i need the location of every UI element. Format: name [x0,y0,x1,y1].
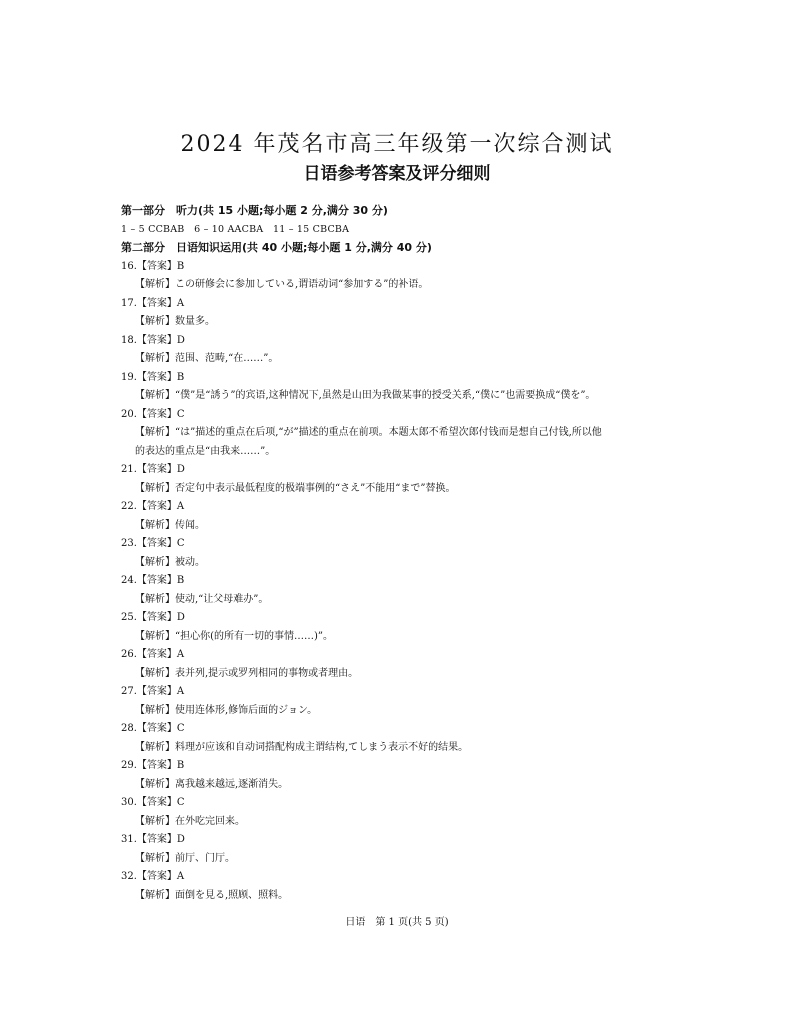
explanation-22: 【解析】传闻。 [135,519,205,531]
part1-heading: 第一部分 听力(共 15 小题;每小题 2 分,满分 30 分) [121,204,388,217]
explanation-31: 【解析】前厅、门厅。 [135,852,235,864]
explanation-18: 【解析】范围、范畴,“在……”。 [135,353,279,364]
explanation-30: 【解析】在外吃完回来。 [135,815,245,827]
explanation-17: 【解析】数量多。 [135,316,215,327]
explanation-27: 【解析】使用连体形,修饰后面的ジョン。 [135,704,318,716]
answer-20: 20.【答案】C [121,408,185,420]
explanation-25: 【解析】“担心你(的所有一切的事情……)”。 [135,630,334,642]
document-subtitle: 日语参考答案及评分细则 [303,164,491,184]
answer-32: 32.【答案】A [121,871,185,882]
explanation-26: 【解析】表并列,提示或罗列相同的事物或者理由。 [135,667,359,679]
answer-31: 31.【答案】D [121,834,185,845]
answer-27: 27.【答案】A [121,686,185,697]
explanation-19: 【解析】“僕”是“誘う”的宾语,这种情况下,虽然是山田为我做某事的授受关系,“僕に”也需要换成“僕を”。 [135,390,596,401]
answer-25: 25.【答案】D [121,612,185,623]
explanation-20-continued: 的表达的重点是“由我来……”。 [135,445,276,457]
part1-answers: 1 – 5 CCBAB 6 – 10 AACBA 11 – 15 CBCBA [121,223,350,235]
answer-29: 29.【答案】B [121,760,185,771]
document-title: 2024 年茂名市高三年级第一次综合测试 [180,132,614,157]
answer-22: 22.【答案】A [121,501,185,512]
page-footer: 日语 第 1 页(共 5 页) [345,917,449,928]
explanation-20: 【解析】“は”描述的重点在后项,“が”描述的重点在前项。本题太郎不希望次郎付钱而是想自己付钱,所以他 [135,427,602,438]
explanation-21: 【解析】否定句中表示最低程度的极端事例的“さえ”不能用“まで”替换。 [135,482,456,494]
explanation-28: 【解析】料理が应该和自动词搭配构成主谓结构,てしまう表示不好的结果。 [135,741,469,753]
explanation-23: 【解析】被动。 [135,556,205,568]
answer-26: 26.【答案】A [121,649,185,660]
document-body [121,202,681,905]
answer-18: 18.【答案】D [121,334,185,346]
answer-19: 19.【答案】B [121,371,185,383]
answer-23: 23.【答案】C [121,538,185,549]
explanation-32: 【解析】面倒を見る,照顾、照料。 [135,889,289,901]
explanation-24: 【解析】使动,“让父母难办”。 [135,593,269,605]
answer-21: 21.【答案】D [121,464,185,475]
explanation-16: 【解析】この研修会に参加している,谓语动词“参加する”的补语。 [135,279,429,290]
answer-17: 17.【答案】A [121,297,185,309]
answer-24: 24.【答案】B [121,575,185,586]
explanation-29: 【解析】离我越来越远,逐渐消失。 [135,778,289,790]
answer-28: 28.【答案】C [121,723,185,734]
part2-heading: 第二部分 日语知识运用(共 40 小题;每小题 1 分,满分 40 分) [121,241,432,254]
answer-30: 30.【答案】C [121,797,185,808]
answer-16: 16.【答案】B [121,260,185,272]
